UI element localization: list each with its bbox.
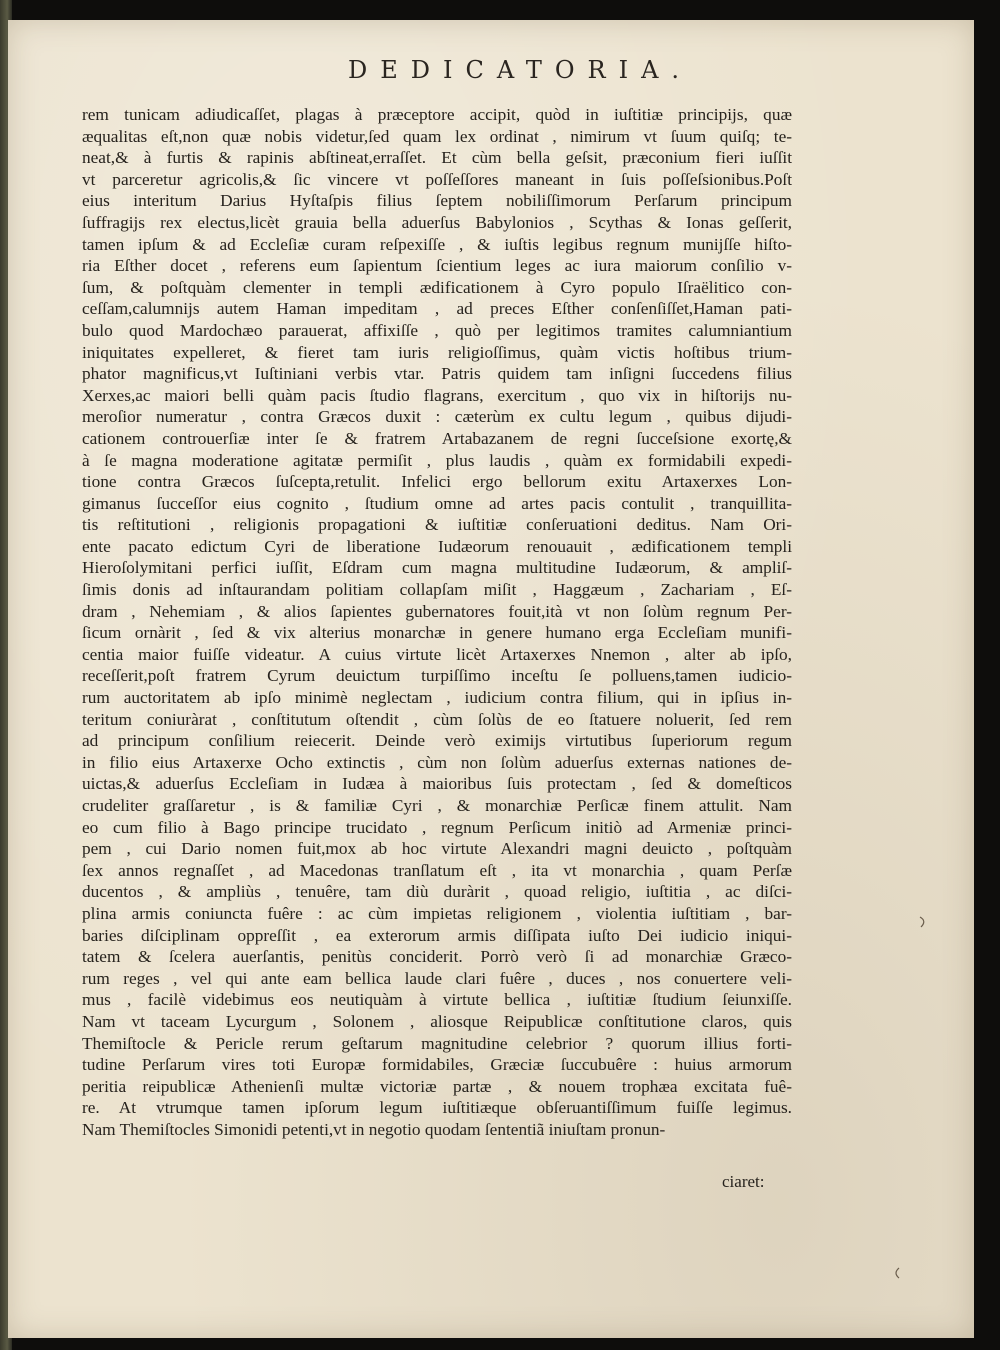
text-line: centia maior fuiſſe videatur. A cuius virtute licèt Artaxerxes Nnemon , alter ab ipſo, — [82, 644, 792, 664]
text-line: ſum, & poſtquàm clementer in templi ædificationem à Cyro populo Iſraëlitico con- — [82, 277, 792, 297]
text-line: rum auctoritatem ab ipſo minimè neglectam , iudicium contra filium, qui in ipſius in- — [82, 688, 792, 708]
text-line: ceſſam,calumnijs autem Haman impeditam , ad preces Eſther conſenſiſſet,Haman pati- — [82, 299, 792, 319]
text-line: Xerxes,ac maiori belli quàm pacis ſtudio flagrans, exercitum , quo vix in hiſtorijs nu- — [82, 385, 792, 405]
text-line: Themiſtocle & Pericle rerum geſtarum magnitudine celebrior ? quorum illius forti- — [82, 1033, 792, 1053]
margin-mark — [892, 1266, 902, 1280]
text-line: æqualitas eſt,non quæ nobis videtur,ſed quam lex ordinat , nimirum vt ſuum quiſq; te- — [82, 126, 792, 146]
text-line: receſſerit,poſt fratrem Cyrum deuictum turpiſſimo inceſtu ſe polluens,tamen iudicio- — [82, 666, 792, 686]
text-line: iniquitates expelleret, & fieret tam iuris religioſſimus, quàm victis hoſtibus trium- — [82, 342, 792, 362]
text-line: bulo quod Mardochæo parauerat, affixiſſe , quò per legitimos tramites calumniantium — [82, 320, 792, 340]
text-line: teritum coniuràrat , conſtitutum oſtendit , cùm ſolùs de eo ſtatuere noluerit, ſed rem — [82, 709, 792, 729]
text-line: tamen ipſum & ad Eccleſiæ curam reſpexiſſe , & iuſtis legibus regnum munijſſe hiſto- — [82, 234, 792, 254]
text-line: rum reges , vel qui ante eam bellica laude clari fuêre , duces , nos conuertere veli- — [82, 968, 792, 988]
running-header: DEDICATORIA. — [347, 56, 693, 84]
body-text — [82, 104, 792, 1141]
text-line: tudine Perſarum vires toti Europæ formidabiles, Græciæ ſuccubuêre : huius armorum — [82, 1055, 792, 1075]
text-line: meroſior numeratur , contra Græcos duxit : cæterùm ex cultu legum , quibus dijudi- — [82, 407, 792, 427]
text-line: tatem & ſcelera auerſantis, penitùs conciderit. Porrò verò ſi ad monarchiæ Græco- — [82, 947, 792, 967]
text-line: neat,& à furtis & rapinis abſtineat,erraſſet. Et cùm bella geſsit, præconium fieri iuſſit — [82, 148, 792, 168]
catchword: ciaret: — [722, 1172, 765, 1191]
text-line: ſuffragijs rex electus,licèt grauia bella aduerſus Babylonios , Scythas & Ionas geſſerit, — [82, 212, 792, 232]
text-line: ducentos , & ampliùs , tenuêre, tam diù duràrit , quoad religio, iuſtitia , ac diſci- — [82, 882, 792, 902]
text-line: à ſe magna moderatione agitatæ permiſit , plus laudis , quàm ex formidabili expedi- — [82, 450, 792, 470]
text-line: re. At vtrumque tamen ipſorum legum iuſtitiæque obſeruantiſſimum fuiſſe legimus. — [82, 1098, 792, 1118]
text-line: cationem controuerſiæ inter ſe & fratrem Artabazanem de regni ſucceſsione exortę,& — [82, 428, 792, 448]
text-line: rem tunicam adiudicaſſet, plagas à præceptore accipit, quòd in iuſtitiæ principijs, quæ — [82, 105, 792, 124]
text-line: ente pacato edictum Cyri de liberatione Iudæorum renouauit , ædificationem templi — [82, 536, 792, 556]
text-line: Nam vt taceam Lycurgum , Solonem , aliosque Reipublicæ conſtitutione claros, quis — [82, 1011, 792, 1031]
text-line: ad principum conſilium reiecerit. Deinde verò eximijs virtutibus ſuperiorum regum — [82, 731, 792, 751]
text-line: crudeliter graſſaretur , is & familiæ Cyri , & monarchiæ Perſicæ finem attulit. Nam — [82, 796, 792, 815]
text-line: vt parceretur agricolis,& ſic vincere vt poſſeſſores maneant in ſuis poſſeſsionibus.Poſt — [82, 169, 792, 189]
text-line: eius interitum Darius Hyſtaſpis filius ſeptem nobiliſſimorum Perſarum principum — [82, 191, 792, 211]
text-line: plina armis coniuncta fuêre : ac cùm impietas religionem , violentia iuſtitiam , bar- — [82, 903, 792, 923]
text-line: dram , Nehemiam , & alios ſapientes gubernatores fouit,ità vt non ſolùm regnum Per- — [82, 601, 792, 621]
text-line: tione contra Græcos ſuſcepta,retulit. Infelici ergo bellorum exitu Artaxerxes Lon- — [82, 472, 792, 492]
text-line: ſicum ornàrit , ſed & vix alterius monarchæ in genere humano erga Eccleſiam munifi- — [82, 623, 792, 643]
text-line: tis reſtitutioni , religionis propagationi & iuſtitiæ conſeruationi deditus. Nam Ori- — [82, 515, 792, 535]
text-line: pem , cui Dario nomen fuit,mox ab hoc virtute Alexandri magni deuicto , poſtquàm — [82, 839, 792, 859]
text-line: eo cum filio à Bago principe trucidato , regnum Perſicum initiò ad Armeniæ princi- — [82, 817, 792, 837]
text-line: baries diſciplinam oppreſſit , ea exterorum armis diſſipata iuſto Dei iudicio iniqui- — [82, 925, 792, 945]
text-line: phator magnificus,vt Iuſtiniani verbis vtar. Patris quidem tam inſigni ſuccedens filius — [82, 364, 792, 384]
text-line: mus , facilè videbimus eos neutiquàm à virtute bellica , iuſtitiæ ſtudium ſeiunxiſſe. — [82, 990, 792, 1010]
text-line: in filio eius Artaxerxe Ocho extinctis , cùm non ſolùm aduerſus externas nationes de- — [82, 752, 792, 772]
text-line: Hieroſolymitani perfici iuſſit, Eſdram cum magna multitudine Iudæorum, & ampliſ- — [82, 558, 792, 578]
text-line: ſex annos regnaſſet , ad Macedonas tranſlatum eſt , ita vt monarchia , quam Perſæ — [82, 860, 792, 880]
margin-mark — [918, 915, 930, 929]
text-line: Nam Themiſtocles Simonidi petenti,vt in negotio quodam ſententiã iniuſtam pronun- — [82, 1119, 666, 1139]
text-line: peritia reipublicæ Athenienſi multæ victoriæ partæ , & nouem trophæa excitata fuê- — [82, 1076, 792, 1096]
text-line: ſimis donis ad inſtaurandam politiam collapſam miſit , Haggæum , Zachariam , Eſ- — [82, 580, 792, 600]
text-line: ria Eſther docet , referens eum ſapientum ſcientium leges ac iura maiorum conſilio v- — [82, 256, 792, 276]
text-line: uictas,& aduerſus Eccleſiam in Iudæa à maioribus ſuis protectam , ſed & domeſticos — [82, 774, 792, 794]
text-line: gimanus ſucceſſor eius cognito , ſtudium omne ad artes pacis contulit , tranquillita- — [82, 493, 792, 513]
